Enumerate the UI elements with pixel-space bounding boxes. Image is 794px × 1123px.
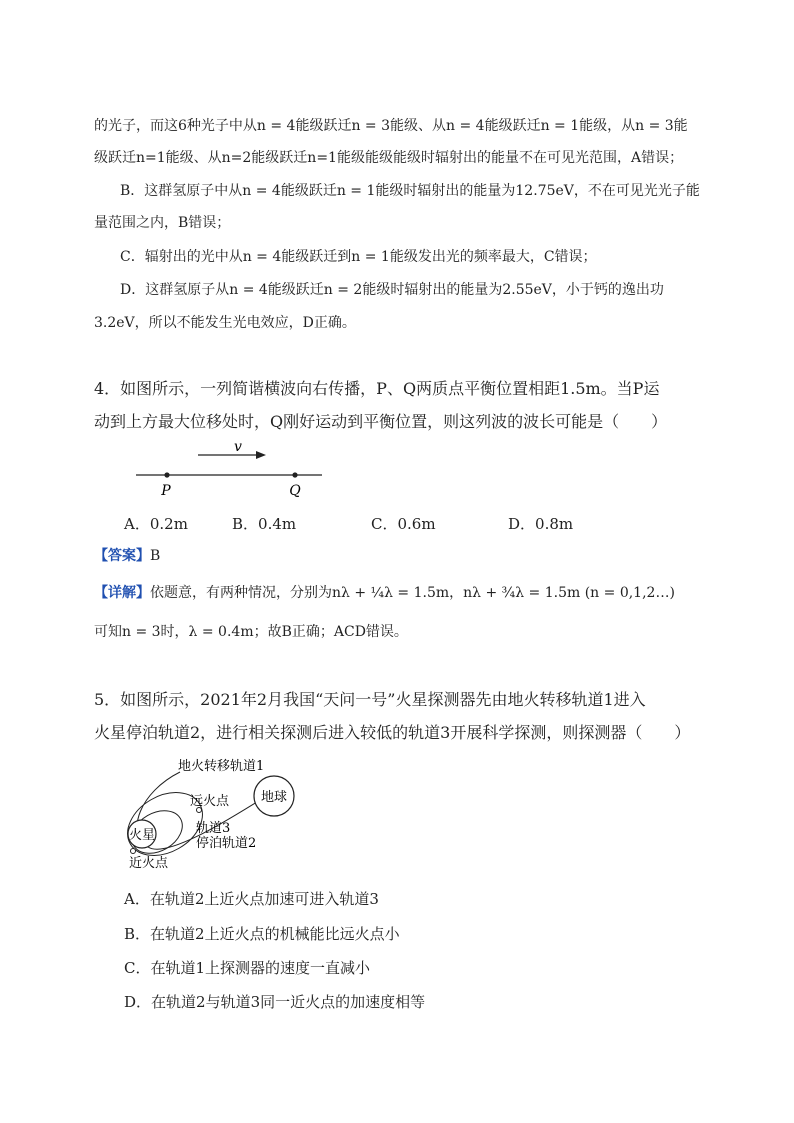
explanation-option-d: D．这群氢原子从n = 4能级跃迁n = 2能级时辐射出的能量为2.55eV，小于钙的逸出功 (120, 282, 664, 298)
option-c: C．在轨道1上探测器的速度一直减小 (124, 959, 371, 977)
point-p (164, 472, 169, 477)
question-5-stem: 5．如图所示，2021年2月我国“天问一号”火星探测器先由地火转移轨道1进入 (94, 690, 646, 709)
near-point (131, 849, 136, 854)
transfer-orbit-label: 地火转移轨道1 (178, 759, 265, 774)
question-4-stem: 4．如图所示，一列简谐横波向右传播，P、Q两质点平衡位置相距1.5m。当P运 (94, 379, 660, 398)
far-point-label: 远火点 (190, 794, 230, 809)
detail-line (94, 583, 675, 603)
explanation-line: 量范围之内，B错误； (94, 215, 231, 231)
option-b: B．0.4m (232, 515, 297, 533)
parking-orbit-label: 停泊轨道2 (196, 836, 257, 851)
point-q-label: Q (289, 483, 301, 499)
explanation-option-c: C．辐射出的光中从n = 4能级跃迁到n = 1能级发出光的频率最大，C错误； (120, 249, 597, 265)
velocity-arrowhead (256, 451, 266, 459)
option-c: C．0.6m (371, 515, 436, 533)
question-5-stem: 火星停泊轨道2，进行相关探测后进入较低的轨道3开展科学探测，则探测器（ ） (94, 723, 691, 742)
explanation-line: 3.2eV，所以不能发生光电效应，D正确。 (94, 315, 356, 331)
option-d: D．在轨道2与轨道3同一近火点的加速度相等 (124, 993, 426, 1011)
near-point-label: 近火点 (129, 856, 169, 871)
orbit-figure (120, 752, 330, 877)
velocity-label: v (234, 442, 242, 455)
orbit-3-label: 轨道3 (196, 821, 231, 836)
option-b: B．在轨道2上近火点的机械能比远火点小 (124, 925, 400, 943)
detail-text: 依题意，有两种情况，分别为nλ + ¼λ = 1.5m，nλ + ¾λ = 1.5m (n = 0,1,2…) (150, 585, 675, 601)
point-p-label: P (161, 483, 171, 499)
conclusion-line: 可知n = 3时，λ = 0.4m；故B正确；ACD错误。 (94, 624, 408, 640)
question-4-stem: 动到上方最大位移处时，Q刚好运动到平衡位置，则这列波的波长可能是（ ） (94, 412, 668, 431)
explanation-line: 的光子，而这6种光子中从n = 4能级跃迁n = 3能级、从n = 4能级跃迁n = 1能级，从n = 3能 (94, 118, 688, 134)
option-a: A．在轨道2上近火点加速可进入轨道3 (124, 890, 379, 908)
explanation-line: 级跃迁n=1能级、从n=2能级跃迁n=1能级能级能级时辐射出的能量不在可见光范围，A错误； (94, 150, 684, 166)
explanation-option-b: B．这群氢原子中从n = 4能级跃迁n = 1能级时辐射出的能量为12.75eV，不在可见光光子能 (120, 183, 700, 199)
earth-label: 地球 (260, 790, 288, 805)
answer-line (94, 546, 160, 566)
point-q (292, 472, 297, 477)
detail-tag: 【详解】 (94, 585, 150, 601)
mars-label: 火星 (128, 828, 156, 843)
answer-value: B (150, 548, 161, 564)
option-a: A．0.2m (124, 515, 188, 533)
option-d: D．0.8m (508, 515, 574, 533)
answer-tag: 【答案】 (94, 548, 150, 564)
wave-figure (130, 442, 330, 502)
